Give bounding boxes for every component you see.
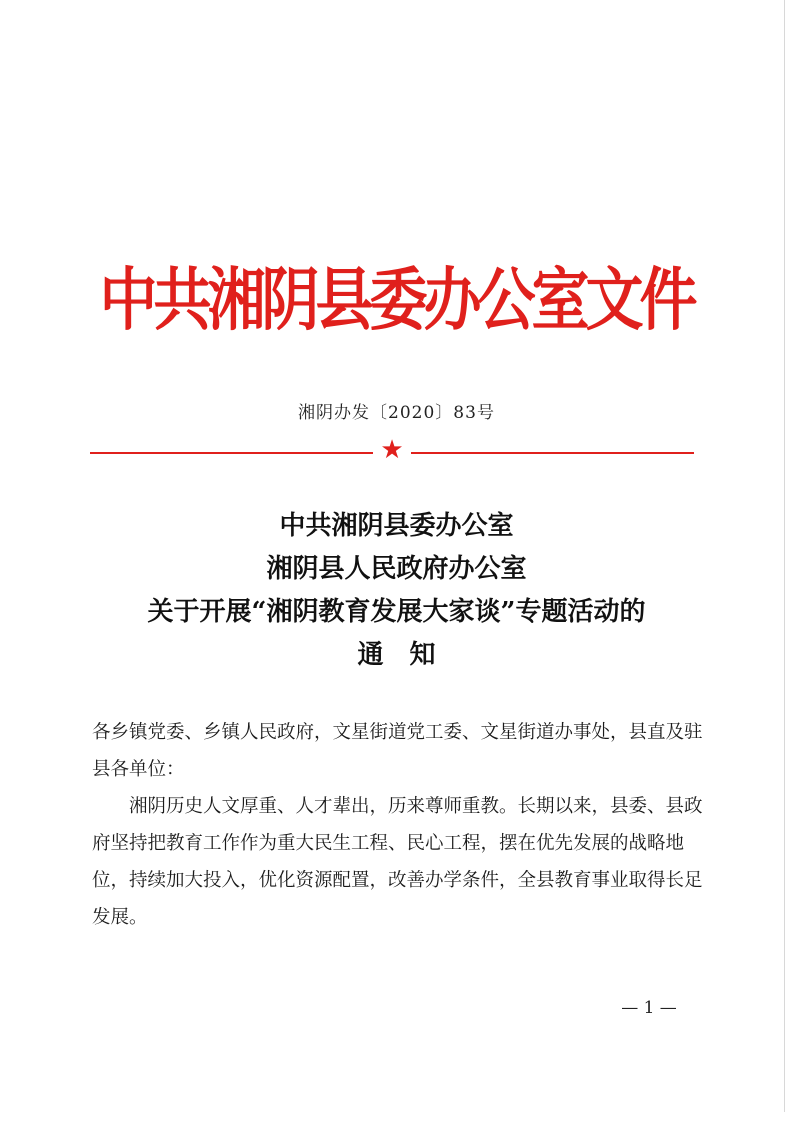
red-divider-right <box>411 452 694 454</box>
document-body <box>92 714 704 936</box>
document-number: 湘阴办发〔2020〕83号 <box>298 403 495 423</box>
salutation: 各乡镇党委、乡镇人民政府，文星街道党工委、文星街道办事处，县直及驻县各单位： <box>92 722 703 780</box>
red-divider-left <box>90 452 373 454</box>
document-header-title: 中共湘阴县委办公室文件 <box>99 259 694 341</box>
red-star-icon: ★ <box>380 435 404 465</box>
title-line-3: 关于开展“湘阴教育发展大家谈”专题活动的 <box>147 597 646 627</box>
title-line-2: 湘阴县人民政府办公室 <box>266 554 527 584</box>
page-number: — 1 — <box>621 998 677 1018</box>
page-edge-line <box>784 0 785 1112</box>
title-line-1: 中共湘阴县委办公室 <box>279 511 514 541</box>
title-line-4: 通知 <box>357 640 462 670</box>
notice-title <box>60 505 733 677</box>
body-paragraph-1: 湘阴历史人文厚重、人才辈出，历来尊师重教。长期以来，县委、县政府坚持把教育工作作为重大民生工程、民心工程，摆在优先发展的战略地位，持续加大投入，优化资源配置，改善办学条件，全县教育事业取得长足发展。 <box>92 796 703 928</box>
